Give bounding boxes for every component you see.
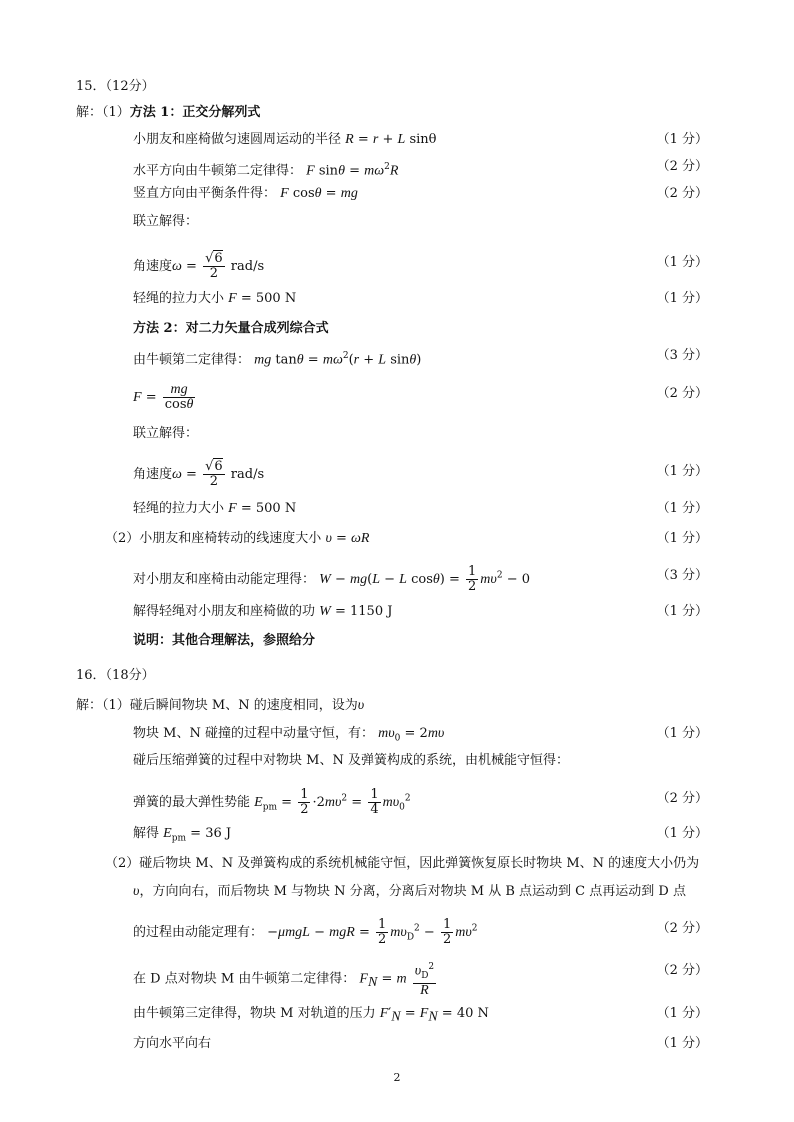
q15-joint-1: 联立解得： (133, 214, 199, 229)
q15-note: 说明：其他合理解法，参照给分 (133, 633, 316, 648)
score-q15-part2-energy: （3 分） (656, 568, 708, 583)
q15-solve-label: 解：（1） (76, 105, 130, 120)
q16-part2-energy-line: 的过程由动能定理有： −μmgL − mgR = $\frac{1}{2}$ $m\upsilon_D^2$ − $\frac{1}{2}$ $m\upsilon^2$ (133, 917, 478, 947)
score-q15-omega-1: （1 分） (656, 255, 708, 270)
page-number: 2 (393, 1071, 401, 1084)
q16-conservation-line: 碰后压缩弹簧的过程中对物块 M、N 及弹簧构成的系统，由机械能守恒得： (133, 753, 569, 768)
q16-momentum-line: 物块 M、N 碰撞的过程中动量守恒，有： $m\upsilon_0 = 2m\upsilon$ (133, 726, 445, 744)
q15-horizontal-line: 水平方向由牛顿第二定律得： F $\sin\theta = m\omega^2R$ (133, 162, 399, 179)
q15-omega-line-1: 角速度ω = $\frac{√6}{2}$ rad/s (133, 251, 265, 281)
q15-method2-newton-line: 由牛顿第二定律得： mg $\tan\theta = m\omega^2(r + L$ sinθ) (133, 351, 422, 368)
q15-part2-velocity-line: （2）小朋友和座椅转动的线速度大小 υ = ωR (105, 531, 370, 546)
q16-solve-label: 解：（1） (76, 698, 130, 713)
score-q16-elastic-energy: （2 分） (656, 791, 708, 806)
q16-part2-line2: υ，方向向右，而后物块 M 与物块 N 分离，分离后对物块 M 从 B 点运动到 C 点再运动到 D 点 (133, 884, 686, 899)
q15-method2-title: 方法 2：对二力矢量合成列综合式 (133, 321, 329, 336)
q15-part2-work-line: 解得轻绳对小朋友和座椅做的功 W = 1150 J (133, 604, 393, 619)
q15-force-line-1: 轻绳的拉力大小 F = 500 N (133, 291, 297, 306)
q15-omega-line-2: 角速度ω = $\frac{√6}{2}$ rad/s (133, 459, 265, 489)
score-q15-horizontal: （2 分） (656, 159, 708, 174)
score-q16-momentum: （1 分） (656, 726, 708, 741)
q16-part2-direction-line: 方向水平向右 (133, 1036, 212, 1051)
score-q15-omega-2: （1 分） (656, 464, 708, 479)
q15-method1-title: 方法 1：正交分解列式 (129, 105, 261, 120)
formula-vertical: F (280, 186, 289, 201)
score-q15-vertical: （2 分） (656, 186, 708, 201)
q16-part2-pressure-line: 由牛顿第三定律得，物块 M 对轨道的压力 $F'_N = F_N = 40$ N (133, 1006, 489, 1025)
q16-elastic-energy-line: 弹簧的最大弹性势能 $E_{pm}$ = $\frac{1}{2}$ $\cdot 2m\upsilon^2$ = $\frac{1}{4}$ $m\upsilon_0^2$ (133, 787, 411, 817)
score-q15-radius: （1 分） (656, 132, 708, 147)
score-q15-method2-force: （2 分） (656, 386, 708, 401)
q15-vertical-line: 竖直方向由平衡条件得： F cosθ = mg (133, 186, 358, 201)
q16-header: 16．（18分） (76, 668, 155, 683)
score-q16-part2-energy: （2 分） (656, 921, 708, 936)
q15-radius-line: 小朋友和座椅做匀速圆周运动的半径 R = r + L sinθ (133, 132, 437, 147)
q16-part2-line1: （2）碰后物块 M、N 及弹簧构成的系统机械能守恒，因此弹簧恢复原长时物块 M、N 的速度大小仍为 (105, 856, 700, 871)
q16-result-line: 解得 $E_{pm} = 36$ J (133, 826, 232, 844)
score-q16-part2-direction: （1 分） (656, 1036, 708, 1051)
score-q15-force-2: （1 分） (656, 501, 708, 516)
score-q15-method2-newton: （3 分） (656, 348, 708, 363)
score-q15-part2-work: （1 分） (656, 604, 708, 619)
formula-radius: R (345, 132, 354, 147)
q15-header: 15．（12分） (76, 79, 155, 94)
score-q15-part2-velocity: （1 分） (656, 531, 708, 546)
score-q16-result: （1 分） (656, 826, 708, 841)
score-q16-part2-pressure: （1 分） (656, 1006, 708, 1021)
q16-part1-line1: 解：（1）碰后瞬间物块 M、N 的速度相同，设为υ (76, 698, 365, 713)
fraction-sqrt6-over-2: $\frac{√6}{2}$ (205, 251, 223, 281)
q15-force-line-2: 轻绳的拉力大小 F = 500 N (133, 501, 297, 516)
q15-method2-force-formula: F = $\frac{mg}{\cos\theta}$ (133, 382, 194, 412)
q15-part2-label: （2） (105, 531, 140, 546)
formula-horizontal: F (306, 163, 315, 179)
q16-part2-newton-line: 在 D 点对物块 M 由牛顿第二定律得： $F_N = m$ $\frac{\upsilon_D^2}{R}$ (133, 962, 435, 998)
score-q16-part2-newton: （2 分） (656, 963, 708, 978)
score-q15-force-1: （1 分） (656, 291, 708, 306)
q15-joint-2: 联立解得： (133, 426, 199, 441)
q15-part1-label (76, 104, 260, 122)
q16-part2-label: （2） (105, 856, 140, 871)
q15-part2-energy-line: 对小朋友和座椅由动能定理得： W − mg(L − L cosθ) = $\frac{1}{2}$ $m\upsilon^2 - 0$ (133, 564, 531, 594)
